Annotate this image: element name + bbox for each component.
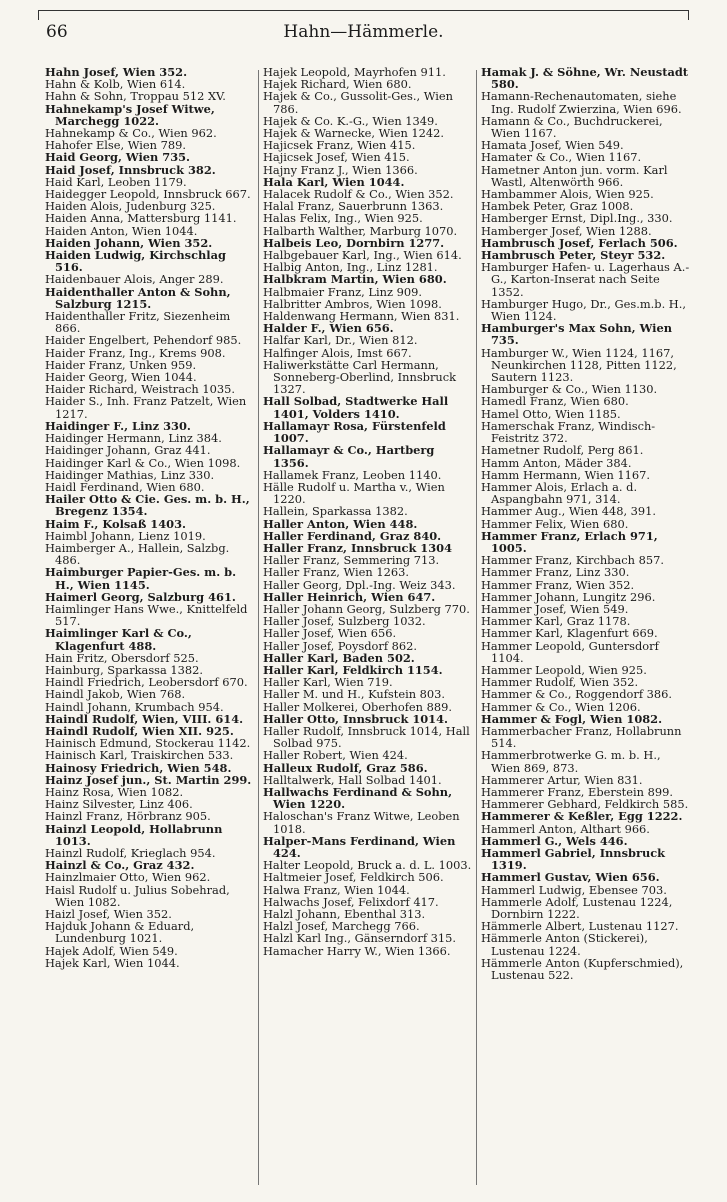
directory-entry: Haizl Josef, Wien 352. xyxy=(45,907,172,922)
directory-entry: Hammer Franz, Erlach 971, 1005. xyxy=(481,528,658,555)
directory-entry: Hahnekamp's Josef Witwe, Marchegg 1022. xyxy=(45,101,215,128)
directory-entry: Haid Karl, Leoben 1179. xyxy=(45,174,187,189)
directory-entry: Halper-Mans Ferdinand, Wien 424. xyxy=(263,833,456,860)
directory-entry: Haider Franz, Ing., Krems 908. xyxy=(45,345,226,360)
directory-entry: Haloschan's Franz Witwe, Leoben 1018. xyxy=(263,809,460,836)
directory-entry: Hainzl Franz, Hörbranz 905. xyxy=(45,809,211,824)
entry-columns xyxy=(45,66,695,1191)
directory-entry: Haidenthaller Fritz, Siezenheim 866. xyxy=(45,309,231,336)
directory-entry: Hamm Anton, Mäder 384. xyxy=(481,455,632,470)
directory-entry: Haller Franz, Wien 1263. xyxy=(263,565,409,580)
directory-entry: Hajek Richard, Wien 680. xyxy=(263,77,412,92)
directory-entry: Halzl Josef, Marchegg 766. xyxy=(263,919,420,934)
left-tick xyxy=(38,10,39,20)
directory-entry: Hammerer & Keßler, Egg 1222. xyxy=(481,809,683,824)
directory-entry: Hametner Rudolf, Perg 861. xyxy=(481,443,644,458)
directory-entry: Hammer & Fogl, Wien 1082. xyxy=(481,711,663,726)
directory-entry: Hammer Josef, Wien 549. xyxy=(481,601,629,616)
directory-entry: Hainisch Edmund, Stockerau 1142. xyxy=(45,736,251,751)
directory-entry: Halbkram Martin, Wien 680. xyxy=(263,272,447,287)
directory-entry: Haider Georg, Wien 1044. xyxy=(45,370,197,385)
directory-entry: Hajek & Co., Gussolit-Ges., Wien 786. xyxy=(263,89,453,116)
directory-entry: Haindl Jakob, Wien 768. xyxy=(45,687,186,702)
directory-entry: Hammer Alois, Erlach a. d. Aspangbahn 971, 314. xyxy=(481,479,638,507)
directory-entry: Hamann & Co., Buchdruckerei, Wien 1167. xyxy=(481,113,663,141)
directory-entry: Haller Karl, Wien 719. xyxy=(263,675,393,690)
directory-entry: Halter Leopold, Bruck a. d. L. 1003. xyxy=(263,858,472,873)
directory-entry: Hamburger Hafen- u. Lagerhaus A.-G., Karton-Inserat nach Seite 1352. xyxy=(481,260,690,299)
directory-entry: Haidl Ferdinand, Wien 680. xyxy=(45,479,205,494)
directory-entry: Haldenwang Hermann, Wien 831. xyxy=(263,309,460,324)
directory-entry: Hammerl Gabriel, Innsbruck 1319. xyxy=(481,846,666,873)
directory-entry: Hainz Silvester, Linz 406. xyxy=(45,797,193,812)
column-3 xyxy=(481,66,691,981)
directory-entry: Halbritter Ambros, Wien 1098. xyxy=(263,296,442,311)
directory-entry: Hainzlmaier Otto, Wien 962. xyxy=(45,870,211,885)
directory-entry: Hammerl Anton, Althart 966. xyxy=(481,821,650,836)
directory-entry: Hamater & Co., Wien 1167. xyxy=(481,150,642,165)
directory-entry: Halas Felix, Ing., Wien 925. xyxy=(263,211,423,226)
directory-entry: Halfar Karl, Dr., Wien 812. xyxy=(263,333,418,348)
directory-entry: Hajek & Co. K.-G., Wien 1349. xyxy=(263,113,438,128)
directory-entry: Hammerbrotwerke G. m. b. H., Wien 869, 873. xyxy=(481,748,661,775)
directory-entry: Hamak J. & Söhne, Wr. Neustadt 580. xyxy=(481,65,689,92)
directory-entry: Haller Josef, Sulzberg 1032. xyxy=(263,614,426,629)
directory-entry: Halder F., Wien 656. xyxy=(263,321,394,336)
directory-entry: Hammerer Gebhard, Feldkirch 585. xyxy=(481,797,689,812)
directory-entry: Hamberger Josef, Wien 1288. xyxy=(481,223,652,238)
directory-entry: Hammerbacher Franz, Hollabrunn 514. xyxy=(481,723,682,751)
directory-entry: Haller Franz, Innsbruck 1304 xyxy=(263,540,453,555)
directory-entry: Hammerer Artur, Wien 831. xyxy=(481,772,643,787)
directory-entry: Hainzl & Co., Graz 432. xyxy=(45,858,195,873)
directory-entry: Halzl Karl Ing., Gänserndorf 315. xyxy=(263,931,457,946)
column-1 xyxy=(45,66,255,969)
directory-entry: Hahn & Sohn, Troppau 512 XV. xyxy=(45,89,226,104)
column-2 xyxy=(263,66,473,957)
directory-entry: Haiden Ludwig, Kirchschlag 516. xyxy=(45,248,226,275)
directory-entry: Haid Josef, Innsbruck 382. xyxy=(45,162,216,177)
directory-entry: Hammer Leopold, Guntersdorf 1104. xyxy=(481,638,659,665)
directory-entry: Hainosy Friedrich, Wien 548. xyxy=(45,760,232,775)
directory-entry: Hammerer Franz, Eberstein 899. xyxy=(481,784,673,799)
directory-entry: Hamel Otto, Wien 1185. xyxy=(481,406,621,421)
directory-entry: Hammer Leopold, Wien 925. xyxy=(481,662,647,677)
directory-entry: Hailer Otto & Cie. Ges. m. b. H., Bregenz 1354. xyxy=(45,492,250,519)
directory-entry: Hainz Rosa, Wien 1082. xyxy=(45,784,184,799)
directory-entry: Halltalwerk, Hall Solbad 1401. xyxy=(263,772,442,787)
directory-entry: Haller Johann Georg, Sulzberg 770. xyxy=(263,601,470,616)
directory-entry: Hahnekamp & Co., Wien 962. xyxy=(45,126,217,141)
directory-entry: Halzl Johann, Ebenthal 313. xyxy=(263,907,426,922)
directory-entry: Hahn Josef, Wien 352. xyxy=(45,65,188,79)
directory-entry: Hamburger's Max Sohn, Wien 735. xyxy=(481,321,673,348)
directory-entry: Haiden Alois, Judenburg 325. xyxy=(45,199,216,214)
directory-entry: Haimlinger Hans Wwe., Knittelfeld 517. xyxy=(45,601,248,629)
directory-entry: Hainisch Karl, Traiskirchen 533. xyxy=(45,748,234,763)
directory-entry: Hajny Franz J., Wien 1366. xyxy=(263,162,418,177)
directory-entry: Halleux Rudolf, Graz 586. xyxy=(263,760,428,775)
directory-entry: Hajicsek Franz, Wien 415. xyxy=(263,138,416,153)
directory-entry: Hallamek Franz, Leoben 1140. xyxy=(263,467,442,482)
directory-entry: Haidinger Johann, Graz 441. xyxy=(45,443,211,458)
directory-entry: Haller Ferdinand, Graz 840. xyxy=(263,528,442,543)
directory-entry: Hahn & Kolb, Wien 614. xyxy=(45,77,186,92)
directory-entry: Halbeis Leo, Dornbirn 1277. xyxy=(263,235,445,250)
directory-entry: Hajicsek Josef, Wien 415. xyxy=(263,150,410,165)
directory-entry: Haller Molkerei, Oberhofen 889. xyxy=(263,699,452,714)
directory-entry: Hammer Karl, Graz 1178. xyxy=(481,614,631,629)
directory-entry: Haisl Rudolf u. Julius Sobehrad, Wien 1082. xyxy=(45,882,230,909)
right-tick xyxy=(688,10,689,20)
directory-entry: Hämmerle Albert, Lustenau 1127. xyxy=(481,919,679,934)
directory-entry: Halbig Anton, Ing., Linz 1281. xyxy=(263,260,438,275)
directory-entry: Haller Franz, Semmering 713. xyxy=(263,553,440,568)
directory-entry: Hajek & Warnecke, Wien 1242. xyxy=(263,126,445,141)
directory-entry: Hamata Josef, Wien 549. xyxy=(481,138,624,153)
directory-entry: Hammer Rudolf, Wien 352. xyxy=(481,675,639,690)
directory-entry: Haid Georg, Wien 735. xyxy=(45,150,191,165)
directory-entry: Haidenbauer Alois, Anger 289. xyxy=(45,272,224,287)
directory-entry: Hammer Franz, Kirchbach 857. xyxy=(481,553,664,568)
directory-entry: Halwachs Josef, Felixdorf 417. xyxy=(263,894,439,909)
directory-entry: Hallamayr & Co., Hartberg 1356. xyxy=(263,443,435,470)
directory-entry: Haidenthaller Anton & Sohn, Salzburg 1215. xyxy=(45,284,231,311)
directory-entry: Hajek Adolf, Wien 549. xyxy=(45,943,178,958)
top-rule xyxy=(38,10,689,11)
directory-entry: Hainzl Leopold, Hollabrunn 1013. xyxy=(45,821,223,848)
directory-entry: Hammer & Co., Roggendorf 386. xyxy=(481,687,673,702)
directory-entry: Haindl Rudolf, Wien, VIII. 614. xyxy=(45,711,244,726)
directory-entry: Hambammer Alois, Wien 925. xyxy=(481,187,654,202)
directory-entry: Hajek Karl, Wien 1044. xyxy=(45,955,180,970)
directory-entry: Halwa Franz, Wien 1044. xyxy=(263,882,410,897)
directory-entry: Haiden Anton, Wien 1044. xyxy=(45,223,198,238)
directory-entry: Hammer & Co., Wien 1206. xyxy=(481,699,641,714)
directory-entry: Haller Josef, Poysdorf 862. xyxy=(263,638,418,653)
directory-entry: Haider Franz, Unken 959. xyxy=(45,357,197,372)
directory-entry: Hamerschak Franz, Windisch-Feistritz 372. xyxy=(481,418,656,446)
directory-entry: Hajduk Johann & Eduard, Lundenburg 1021. xyxy=(45,919,195,946)
directory-entry: Hahofer Else, Wien 789. xyxy=(45,138,186,153)
directory-entry: Hamburger & Co., Wien 1130. xyxy=(481,382,658,397)
directory-entry: Hallein, Sparkassa 1382. xyxy=(263,504,408,519)
directory-entry: Halbmaier Franz, Linz 909. xyxy=(263,284,422,299)
directory-entry: Hambek Peter, Graz 1008. xyxy=(481,199,634,214)
directory-entry: Hametner Anton jun. vorm. Karl Wastl, Altenwörth 966. xyxy=(481,162,668,189)
directory-entry: Halfinger Alois, Imst 667. xyxy=(263,345,412,360)
directory-entry: Haimlinger Karl & Co., Klagenfurt 488. xyxy=(45,626,192,653)
directory-entry: Hamberger Ernst, Dipl.Ing., 330. xyxy=(481,211,673,226)
directory-entry: Haidinger Mathias, Linz 330. xyxy=(45,467,215,482)
directory-entry: Halacek Rudolf & Co., Wien 352. xyxy=(263,187,454,202)
directory-entry: Hainz Josef jun., St. Martin 299. xyxy=(45,772,252,787)
directory-entry: Haller Karl, Baden 502. xyxy=(263,650,415,665)
directory-entry: Hammerl G., Wels 446. xyxy=(481,833,628,848)
directory-entry: Hajek Leopold, Mayrhofen 911. xyxy=(263,65,446,79)
directory-entry: Haller Karl, Feldkirch 1154. xyxy=(263,662,443,677)
directory-entry: Haimburger Papier-Ges. m. b. H., Wien 1145. xyxy=(45,565,237,592)
directory-entry: Haider Richard, Weistrach 1035. xyxy=(45,382,235,397)
directory-entry: Hammerl Gustav, Wien 656. xyxy=(481,870,660,885)
directory-entry: Hammerle Adolf, Lustenau 1224, Dornbirn 1222. xyxy=(481,894,673,922)
directory-entry: Haidinger Karl & Co., Wien 1098. xyxy=(45,455,241,470)
directory-entry: Hammer Franz, Wien 352. xyxy=(481,577,635,592)
directory-entry: Haller Heinrich, Wien 647. xyxy=(263,589,436,604)
directory-entry: Haidegger Leopold, Innsbruck 667. xyxy=(45,187,251,202)
directory-entry: Haider S., Inh. Franz Patzelt, Wien 1217. xyxy=(45,394,247,421)
directory-entry: Haller Otto, Innsbruck 1014. xyxy=(263,711,448,726)
directory-entry: Hamburger W., Wien 1124, 1167, Neunkirchen 1128, Pitten 1122, Sautern 1123. xyxy=(481,345,677,385)
directory-entry: Haller Robert, Wien 424. xyxy=(263,748,408,763)
directory-entry: Hammerl Ludwig, Ebensee 703. xyxy=(481,882,667,897)
directory-entry: Hambrusch Peter, Steyr 532. xyxy=(481,248,666,263)
directory-entry: Hammer Felix, Wien 680. xyxy=(481,516,629,531)
directory-entry: Hamburger Hugo, Dr., Ges.m.b. H., Wien 1124. xyxy=(481,296,686,324)
directory-entry: Haimbl Johann, Lienz 1019. xyxy=(45,528,206,543)
directory-entry: Hamacher Harry W., Wien 1366. xyxy=(263,943,451,958)
directory-entry: Haltmeier Josef, Feldkirch 506. xyxy=(263,870,444,885)
directory-entry: Haiden Johann, Wien 352. xyxy=(45,235,213,250)
directory-entry: Haindl Johann, Krumbach 954. xyxy=(45,699,224,714)
directory-entry: Haider Engelbert, Pehendorf 985. xyxy=(45,333,242,348)
directory-entry: Haller M. und H., Kufstein 803. xyxy=(263,687,446,702)
directory-entry: Haim F., Kolsaß 1403. xyxy=(45,516,186,531)
directory-entry: Hämmerle Anton (Kupferschmied), Lustenau 522. xyxy=(481,955,684,983)
directory-entry: Haller Anton, Wien 448. xyxy=(263,516,418,531)
directory-entry: Haidinger Hermann, Linz 384. xyxy=(45,431,222,446)
directory-entry: Hainburg, Sparkassa 1382. xyxy=(45,662,204,677)
directory-entry: Hammer Karl, Klagenfurt 669. xyxy=(481,626,658,641)
directory-entry: Haindl Friedrich, Leobersdorf 670. xyxy=(45,675,248,690)
directory-entry: Hain Fritz, Obersdorf 525. xyxy=(45,650,199,665)
directory-entry: Haller Josef, Wien 656. xyxy=(263,626,397,641)
directory-entry: Hamedl Franz, Wien 680. xyxy=(481,394,629,409)
directory-entry: Halbarth Walther, Marburg 1070. xyxy=(263,223,458,238)
directory-entry: Haller Georg, Dpl.-Ing. Weiz 343. xyxy=(263,577,456,592)
directory-entry: Haimberger A., Hallein, Salzbg. 486. xyxy=(45,540,230,568)
running-head: Hahn—Hämmerle. xyxy=(283,22,444,42)
directory-entry: Hammer Aug., Wien 448, 391. xyxy=(481,504,657,519)
directory-entry: Hamann-Rechenautomaten, siehe Ing. Rudolf Zwierzina, Wien 696. xyxy=(481,89,682,116)
directory-entry: Hammer Franz, Linz 330. xyxy=(481,565,630,580)
directory-entry: Haller Rudolf, Innsbruck 1014, Hall Solbad 975. xyxy=(263,723,470,751)
directory-entry: Haimerl Georg, Salzburg 461. xyxy=(45,589,236,604)
directory-entry: Hammer Johann, Lungitz 296. xyxy=(481,589,656,604)
directory-entry: Hall Solbad, Stadtwerke Hall 1401, Volders 1410. xyxy=(263,394,449,421)
directory-entry: Haidinger F., Linz 330. xyxy=(45,418,191,433)
directory-entry: Hämmerle Anton (Stickerei), Lustenau 1224. xyxy=(481,931,648,958)
directory-entry: Hallamayr Rosa, Fürstenfeld 1007. xyxy=(263,418,446,446)
directory-entry: Haliwerkstätte Carl Hermann, Sonneberg-Oberlind, Innsbruck 1327. xyxy=(263,357,457,397)
directory-entry: Halal Franz, Sauerbrunn 1363. xyxy=(263,199,444,214)
page-number: 66 xyxy=(46,22,68,42)
directory-entry: Haindl Rudolf, Wien XII. 925. xyxy=(45,723,234,738)
directory-entry: Hamm Hermann, Wien 1167. xyxy=(481,467,651,482)
directory-entry: Haiden Anna, Mattersburg 1141. xyxy=(45,211,237,226)
directory-entry: Hallwachs Ferdinand & Sohn, Wien 1220. xyxy=(263,784,453,812)
directory-entry: Hainzl Rudolf, Krieglach 954. xyxy=(45,846,216,860)
directory-entry: Hambrusch Josef, Ferlach 506. xyxy=(481,235,678,250)
directory-entry: Halbgebauer Karl, Ing., Wien 614. xyxy=(263,248,462,263)
directory-entry: Hala Karl, Wien 1044. xyxy=(263,174,405,189)
directory-entry: Hälle Rudolf u. Martha v., Wien 1220. xyxy=(263,479,445,507)
